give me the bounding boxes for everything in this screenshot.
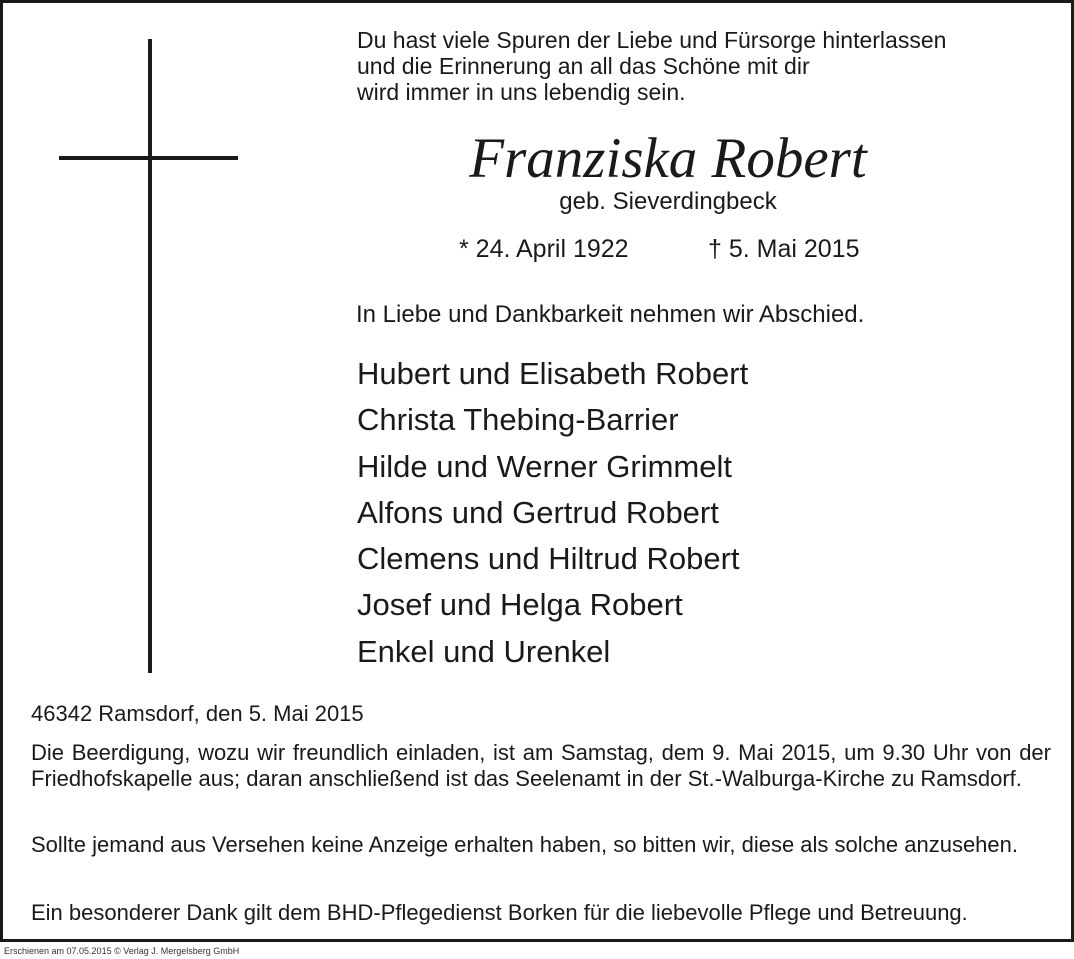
maiden-name: geb. Sieverdingbeck	[559, 188, 777, 215]
mourner-entry: Clemens und Hiltrud Robert	[357, 541, 740, 577]
mourner-entry: Josef und Helga Robert	[357, 587, 683, 623]
farewell-line: In Liebe und Dankbarkeit nehmen wir Abschied.	[356, 301, 865, 328]
mourners-list	[357, 351, 748, 675]
poem-line: und die Erinnerung an all das Schöne mit dir	[357, 53, 810, 79]
place-and-date: 46342 Ramsdorf, den 5. Mai 2015	[31, 701, 364, 726]
thanks-paragraph: Ein besonderer Dank gilt dem BHD-Pflegedienst Borken für die liebevolle Pflege und Betreuung.	[31, 900, 968, 925]
poem-line: Du hast viele Spuren der Liebe und Fürsorge hinterlassen	[357, 27, 947, 53]
mourner-entry: Hilde und Werner Grimmelt	[357, 448, 732, 484]
funeral-info-paragraph: Die Beerdigung, wozu wir freundlich einladen, ist am Samstag, dem 9. Mai 2015, um 9.30 Uhr von der Friedhofskapelle aus; daran anschließend ist das Seelenamt in der St.-Walburga-Kirche zu Ramsdorf.	[31, 740, 1051, 791]
birth-date: * 24. April 1922	[459, 235, 629, 263]
poem-line: wird immer in uns lebendig sein.	[357, 79, 686, 105]
mourner-entry: Alfons und Gertrud Robert	[357, 494, 719, 530]
deceased-name: Franziska Robert	[469, 127, 867, 190]
mourner-entry: Enkel und Urenkel	[357, 633, 611, 669]
mourner-entry: Hubert und Elisabeth Robert	[357, 356, 749, 391]
mourner-entry: Christa Thebing-Barrier	[357, 402, 679, 438]
publication-footer: Erschienen am 07.05.2015 © Verlag J. Mergelsberg GmbH	[4, 946, 240, 956]
death-date: † 5. Mai 2015	[708, 235, 860, 263]
notice-paragraph: Sollte jemand aus Versehen keine Anzeige erhalten haben, so bitten wir, diese als solche anzusehen.	[31, 832, 1018, 857]
memorial-poem	[357, 27, 946, 105]
